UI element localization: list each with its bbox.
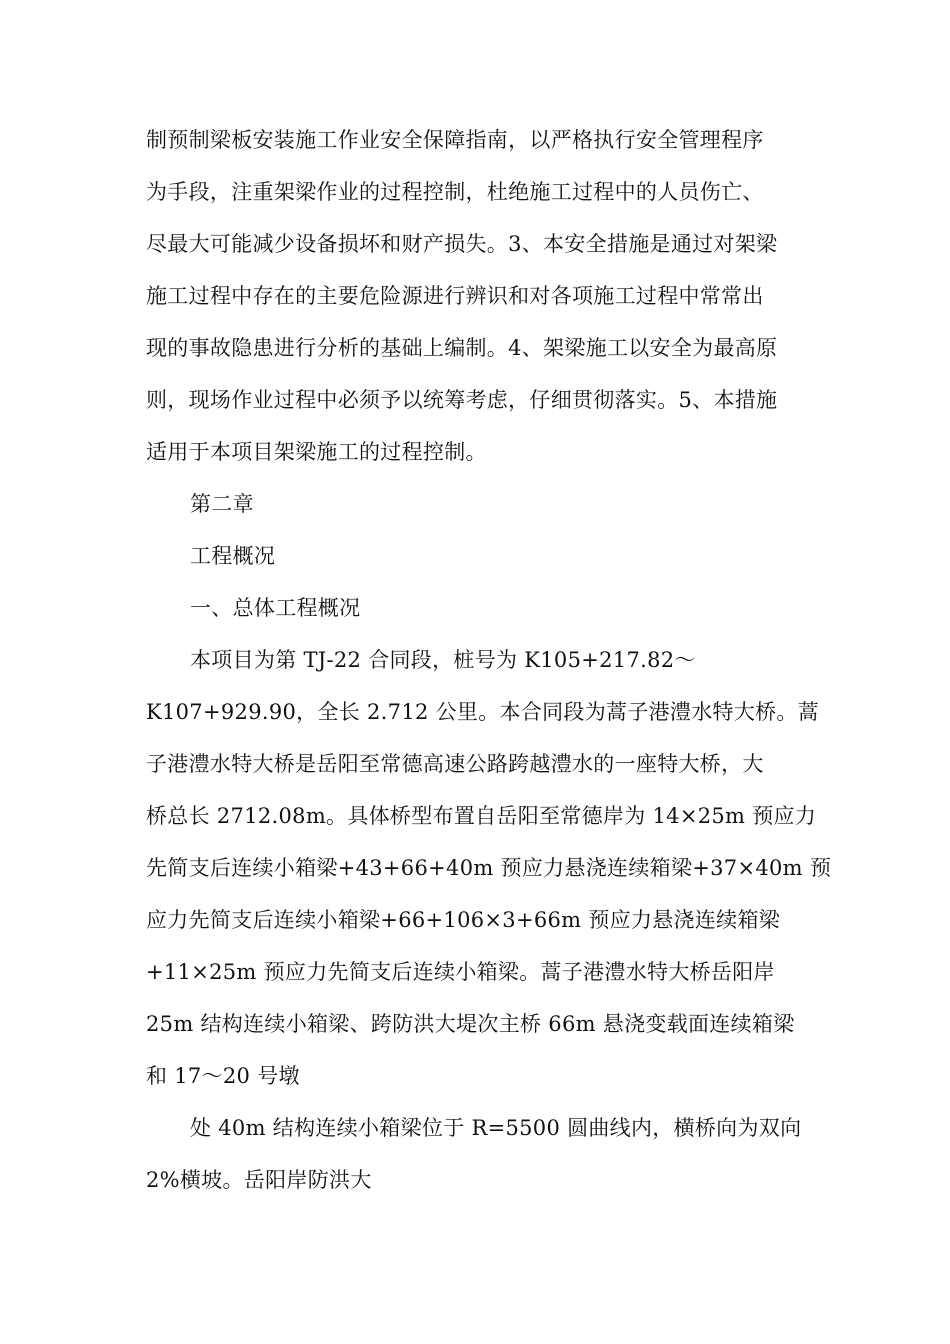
text-line: 适用于本项目架梁施工的过程控制。 [146,440,487,464]
section-heading: 一、总体工程概况 [190,596,361,620]
document-body [146,114,832,1206]
text-line: 制预制梁板安装施工作业安全保障指南，以严格执行安全管理程序 [146,128,764,152]
chapter-title: 工程概况 [190,544,276,568]
text-line: +11×25m 预应力先简支后连续小箱梁。蒿子港澧水特大桥岳阳岸 [146,960,775,984]
text-line: 尽最大可能减少设备损坏和财产损失。3、本安全措施是通过对架梁 [146,232,778,256]
text-line: 为手段，注重架梁作业的过程控制，杜绝施工过程中的人员伤亡、 [146,180,764,204]
text-line: 应力先简支后连续小箱梁+66+106×3+66m 预应力悬浇连续箱梁 [146,908,781,932]
text-line: K107+929.90，全长 2.712 公里。本合同段为蒿子港澧水特大桥。蒿 [146,700,820,724]
text-line: 桥总长 2712.08m。具体桥型布置自岳阳至常德岸为 14×25m 预应力 [146,804,817,828]
text-line: 则，现场作业过程中必须予以统筹考虑，仔细贯彻落实。5、本措施 [146,388,778,412]
text-line: 和 17～20 号墩 [146,1064,300,1088]
text-line: 现的事故隐患进行分析的基础上编制。4、架梁施工以安全为最高原 [146,336,778,360]
text-line: 先简支后连续小箱梁+43+66+40m 预应力悬浇连续箱梁+37×40m 预 [146,856,832,880]
chapter-heading: 第二章 [190,492,254,516]
text-line: 子港澧水特大桥是岳阳至常德高速公路跨越澧水的一座特大桥，大 [146,752,764,776]
text-line: 2%横坡。岳阳岸防洪大 [146,1168,372,1192]
text-line: 25m 结构连续小箱梁、跨防洪大堤次主桥 66m 悬浇变载面连续箱梁 [146,1012,795,1036]
paragraph-start-line: 本项目为第 TJ-22 合同段，桩号为 K105+217.82～ [190,648,696,672]
text-line: 施工过程中存在的主要危险源进行辨识和对各项施工过程中常常出 [146,284,764,308]
paragraph-start-line: 处 40m 结构连续小箱梁位于 R=5500 圆曲线内，横桥向为双向 [190,1116,802,1140]
